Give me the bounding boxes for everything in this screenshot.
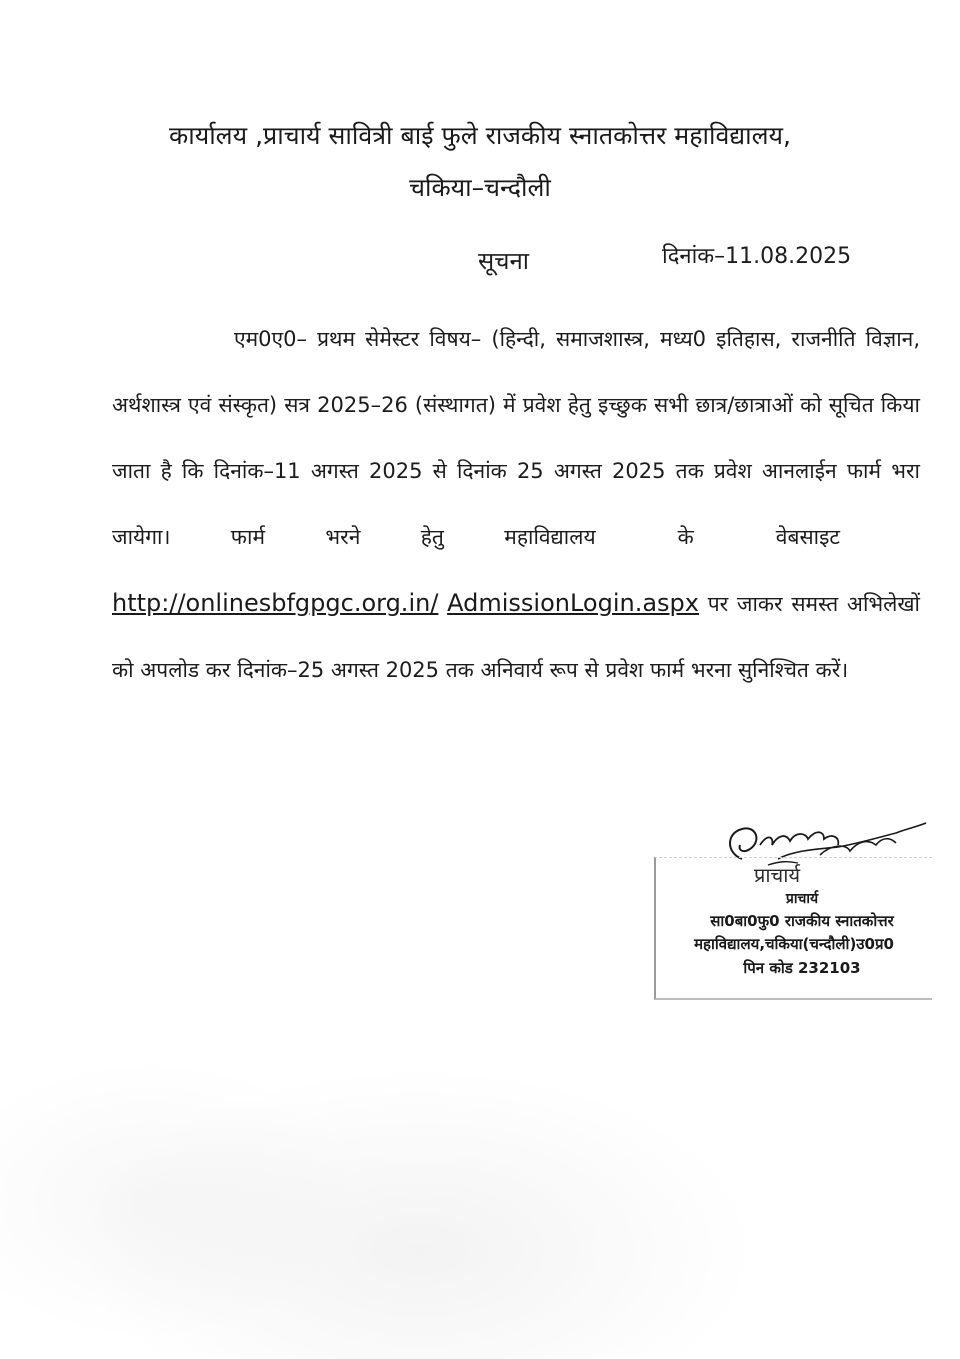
stamp-line-1: सा0बा0फु0 राजकीय स्नातकोत्तर xyxy=(710,912,894,930)
stamp-line-2: महाविद्यालय,चकिया(चन्दौली)उ0प्र0 xyxy=(694,935,894,953)
admission-link-part-2[interactable]: AdmissionLogin.aspx xyxy=(447,589,699,617)
signatory-role: प्राचार्य xyxy=(754,863,801,887)
notice-title: सूचना xyxy=(478,247,529,275)
notice-row xyxy=(0,240,960,280)
word-website: वेबसाइट xyxy=(775,525,840,549)
admission-link-part-1[interactable]: http://onlinesbfgpgc.org.in/ xyxy=(112,589,439,617)
body-part-2: पर जाकर समस्त अभिलेखों को अपलोड कर दिनांक–25 अगस्त 2025 तक अनिवार्य रूप से प्रवेश फार्म भरना सुनिश्चित करें। xyxy=(112,592,920,682)
notice-body xyxy=(112,306,920,703)
notice-date: दिनांक–11.08.2025 xyxy=(662,244,852,269)
signature-block xyxy=(650,815,940,1005)
word-ke: के xyxy=(677,525,694,549)
body-part-1: एम0ए0– प्रथम सेमेस्टर विषय– (हिन्दी, समाजशास्त्र, मध्य0 इतिहास, राजनीति विज्ञान, अर्थशास्त्र एवं संस्कृत) सत्र 2025–26 (संस्थागत) में प्रवेश हेतु इच्छुक सभी छात्र/छात्राओं को सूचित किया जाता है कि दिनांक–11 अगस्त 2025 से दिनांक 25 अगस्त 2025 तक प्रवेश आनलाईन फार्म भरा जायेगा। फार्म भरने हेतु xyxy=(112,327,920,549)
word-mahavidyalay: महाविद्यालय xyxy=(504,525,596,549)
office-heading: कार्यालय ,प्राचार्य सावित्री बाई फुले राजकीय स्नातकोत्तर महाविद्यालय, xyxy=(169,121,791,150)
office-location: चकिया–चन्दौली xyxy=(409,173,551,202)
stamp-line-3: पिन कोड 232103 xyxy=(743,959,861,977)
stamp-title: प्राचार्य xyxy=(785,891,819,907)
